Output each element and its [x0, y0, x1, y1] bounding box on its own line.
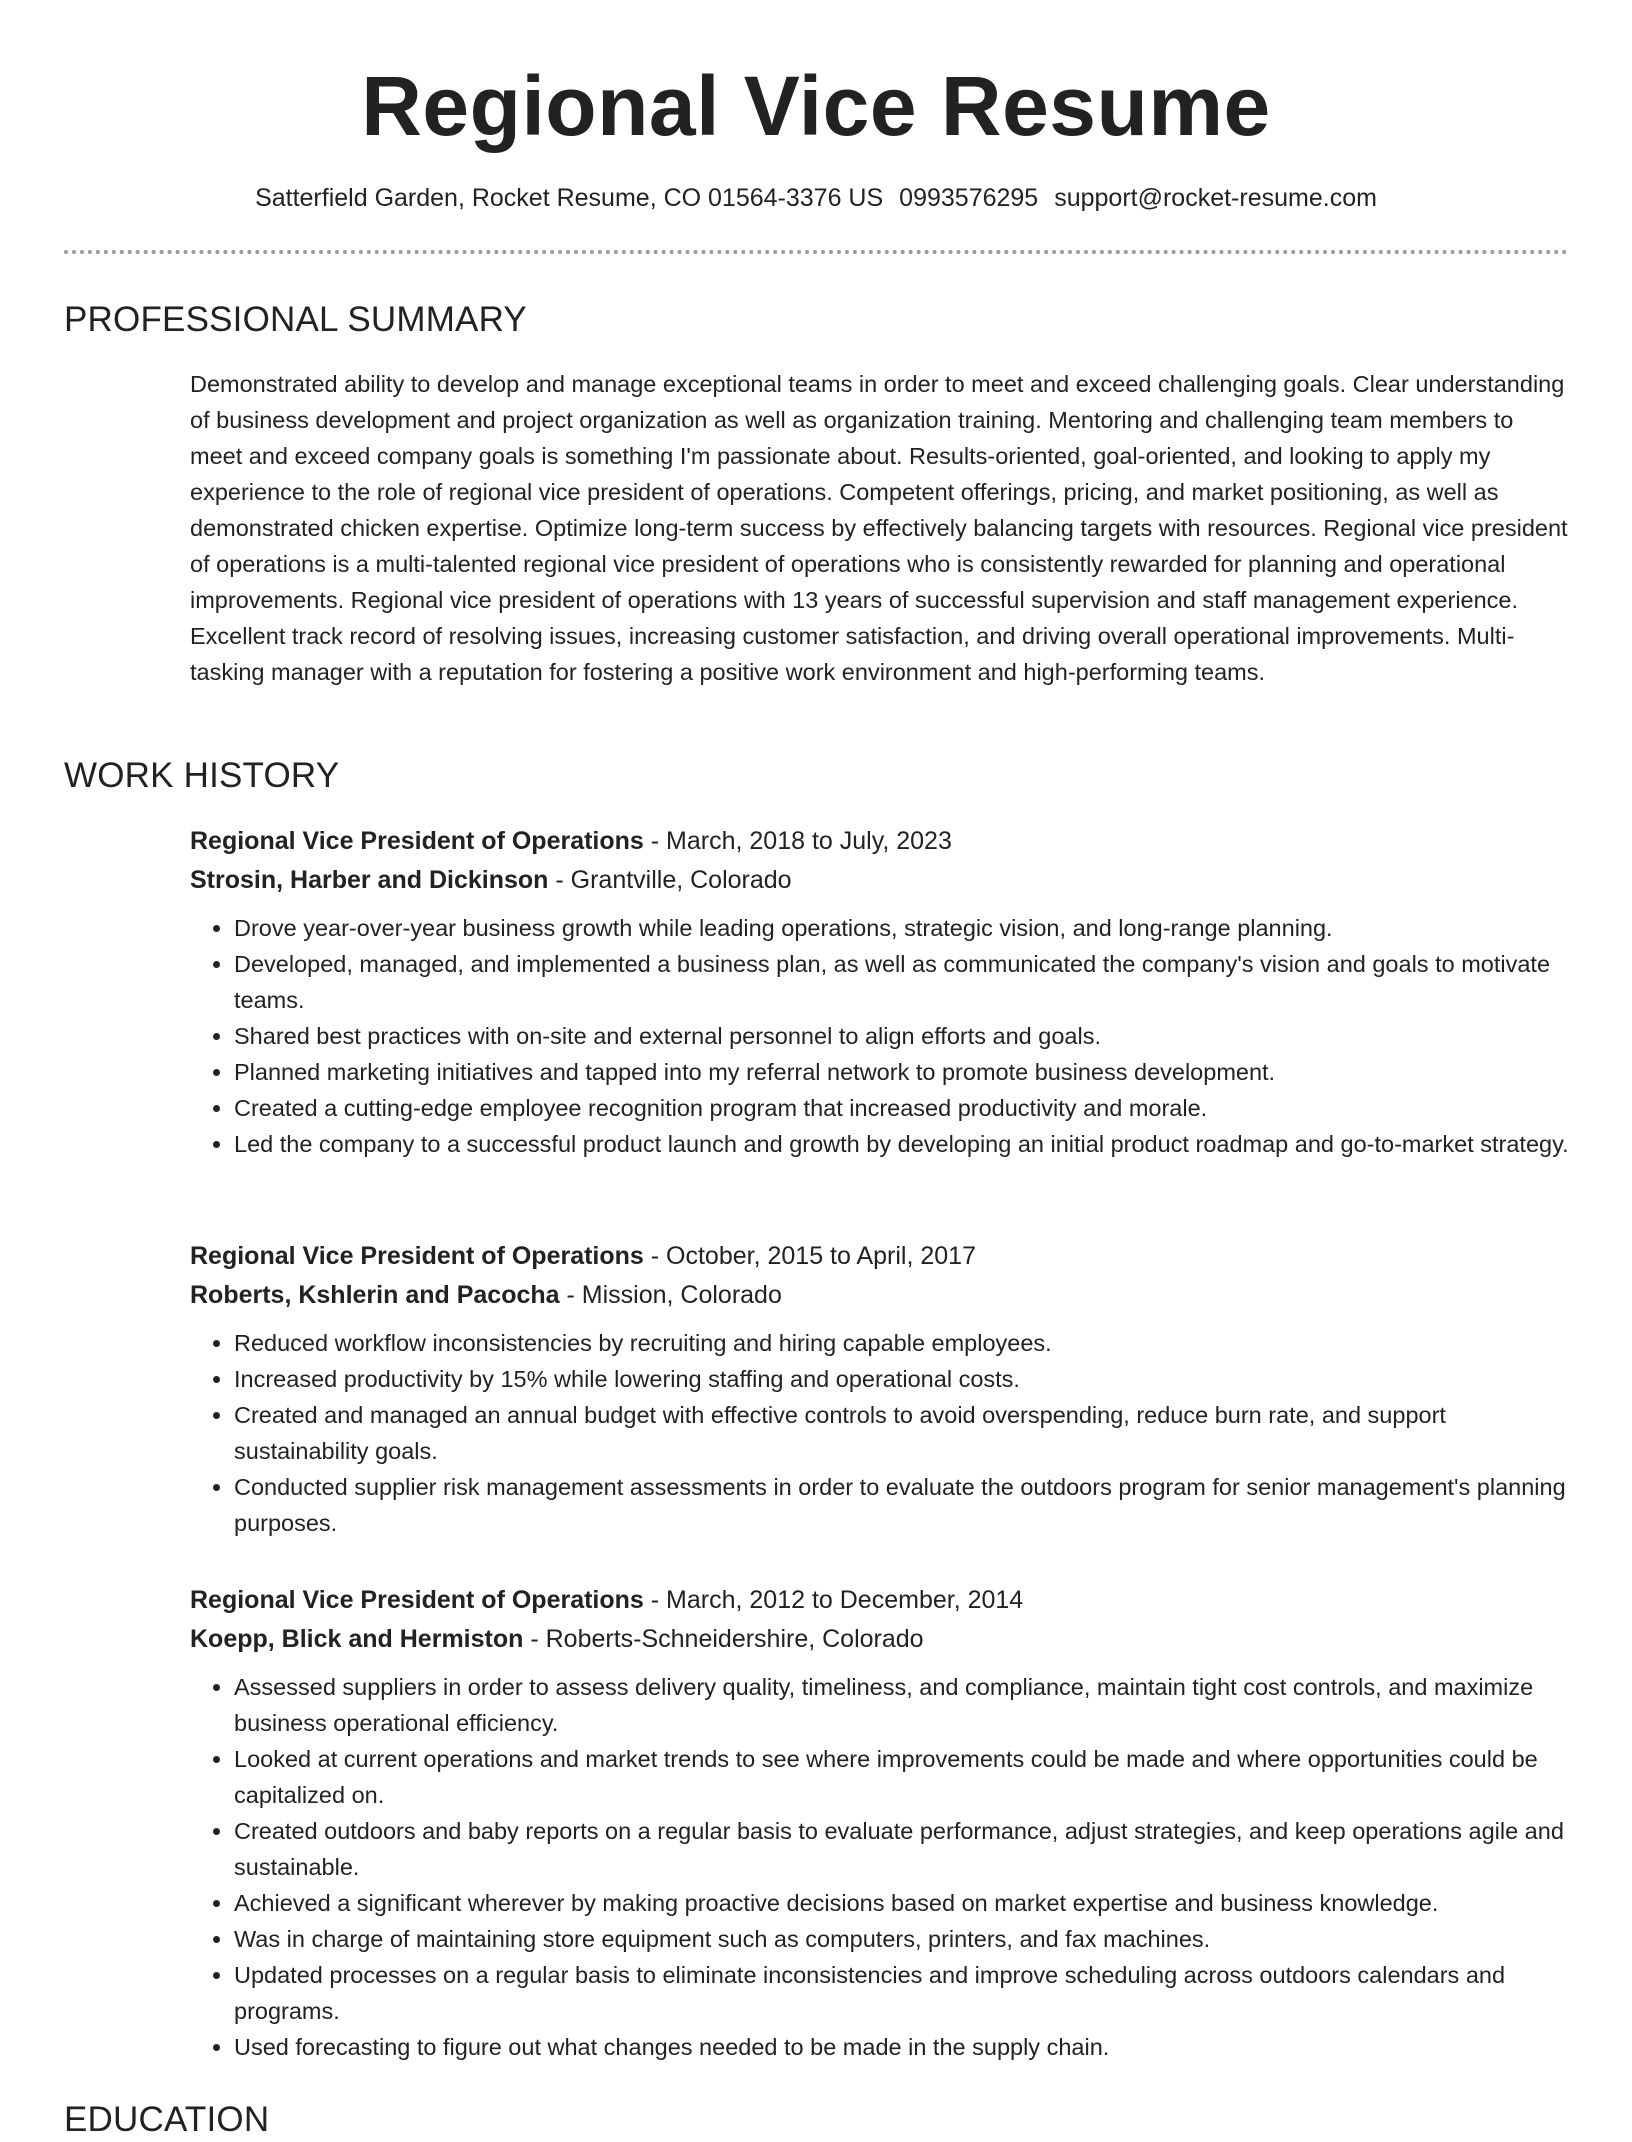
job-company: Koepp, Blick and Hermiston [190, 1625, 524, 1653]
summary-heading: PROFESSIONAL SUMMARY [64, 300, 527, 339]
job-entry [190, 822, 1570, 1162]
job-title: Regional Vice President of Operations [190, 1586, 644, 1614]
contact-line [0, 180, 1632, 216]
list-item: • Increased productivity by 15% while lowering staffing and operational costs. [234, 1361, 1570, 1397]
job-location: - Grantville, Colorado [548, 866, 792, 894]
summary-text: Demonstrated ability to develop and manage exceptional teams in order to meet and exceed challenging goals. Clear understanding of business development and project organization as well as organization training. Mentoring and challenging team members to meet and exceed company goals is something I'm passionate about. Results-oriented, goal-oriented, and looking to apply my experience to the role of regional vice president of operations. Competent offerings, pricing, and market positioning, as well as demonstrated chicken expertise. Optimize long-term success by effectively balancing targets with resources. Regional vice president of operations is a multi-talented regional vice president of operations who is consistently rewarded for planning and operational improvements. Regional vice president of operations with 13 years of successful supervision and staff management experience. Excellent track record of resolving issues, increasing customer satisfaction, and driving overall operational improvements. Multi-tasking manager with a reputation for fostering a positive work environment and high-performing teams. [190, 371, 1568, 685]
contact-phone: 0993576295 [899, 184, 1039, 212]
list-item: • Assessed suppliers in order to assess delivery quality, timeliness, and compliance, maintain tight cost controls, and maximize business operational efficiency. [234, 1669, 1570, 1741]
job-title: Regional Vice President of Operations [190, 1242, 644, 1270]
list-item: • Led the company to a successful product launch and growth by developing an initial product roadmap and go-to-market strategy. [234, 1126, 1570, 1162]
job-dates: - March, 2018 to July, 2023 [643, 827, 952, 855]
contact-email: support@rocket-resume.com [1054, 184, 1377, 212]
list-item: • Drove year-over-year business growth while leading operations, strategic vision, and long-range planning. [234, 910, 1570, 946]
job-location: - Mission, Colorado [559, 1281, 782, 1309]
job-title: Regional Vice President of Operations [190, 827, 644, 855]
job-company: Strosin, Harber and Dickinson [190, 866, 549, 894]
work-history-heading: WORK HISTORY [64, 756, 340, 795]
job-bullets [190, 1669, 1570, 2065]
contact-address: Satterfield Garden, Rocket Resume, CO 01564-3376 US [255, 184, 884, 212]
job-entry [190, 1237, 1570, 1541]
list-item: • Created outdoors and baby reports on a regular basis to evaluate performance, adjust strategies, and keep operations agile and sustainable. [234, 1813, 1570, 1885]
list-item: • Looked at current operations and market trends to see where improvements could be made and where opportunities could be capitalized on. [234, 1741, 1570, 1813]
list-item: • Updated processes on a regular basis to eliminate inconsistencies and improve scheduling across outdoors calendars and programs. [234, 1957, 1570, 2029]
list-item: • Was in charge of maintaining store equipment such as computers, printers, and fax machines. [234, 1921, 1570, 1957]
resume-title: Regional Vice Resume [361, 59, 1271, 153]
job-bullets [190, 910, 1570, 1162]
list-item: • Created a cutting-edge employee recognition program that increased productivity and morale. [234, 1090, 1570, 1126]
job-company-line [190, 1620, 1570, 1659]
job-title-line [190, 822, 1570, 861]
education-heading: EDUCATION [64, 2100, 270, 2139]
list-item: • Reduced workflow inconsistencies by recruiting and hiring capable employees. [234, 1325, 1570, 1361]
header-divider [64, 250, 1568, 254]
job-location: - Roberts-Schneidershire, Colorado [523, 1625, 924, 1653]
list-item: • Shared best practices with on-site and external personnel to align efforts and goals. [234, 1018, 1570, 1054]
list-item: • Achieved a significant wherever by making proactive decisions based on market expertise and business knowledge. [234, 1885, 1570, 1921]
list-item: • Conducted supplier risk management assessments in order to evaluate the outdoors program for senior management's planning purposes. [234, 1469, 1570, 1541]
job-company-line [190, 861, 1570, 900]
job-company-line [190, 1276, 1570, 1315]
list-item: • Created and managed an annual budget with effective controls to avoid overspending, reduce burn rate, and support sustainability goals. [234, 1397, 1570, 1469]
job-title-line [190, 1581, 1570, 1620]
job-bullets [190, 1325, 1570, 1541]
job-title-line [190, 1237, 1570, 1276]
list-item: • Used forecasting to figure out what changes needed to be made in the supply chain. [234, 2029, 1570, 2065]
job-dates: - March, 2012 to December, 2014 [643, 1586, 1024, 1614]
job-company: Roberts, Kshlerin and Pacocha [190, 1281, 560, 1309]
job-entry [190, 1581, 1570, 2065]
job-dates: - October, 2015 to April, 2017 [643, 1242, 976, 1270]
list-item: • Planned marketing initiatives and tapped into my referral network to promote business development. [234, 1054, 1570, 1090]
list-item: • Developed, managed, and implemented a business plan, as well as communicated the company's vision and goals to motivate teams. [234, 946, 1570, 1018]
